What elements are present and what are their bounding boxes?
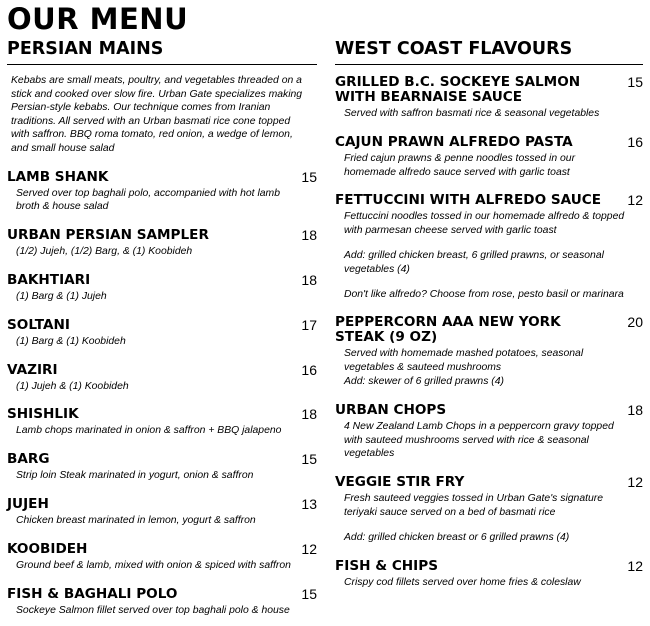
item-price: 12 [627, 557, 643, 574]
item-description: Chicken breast marinated in lemon, yogurt & saffron [16, 514, 256, 526]
item-price: 18 [301, 271, 317, 288]
item-description: Ground beef & lamb, mixed with onion & spiced with saffron [16, 559, 291, 571]
section-intro: Kebabs are small meats, poultry, and vegetables threaded on a stick and cooked over slow fire. Urban Gate specializes making Persian-style kebabs. Our technique comes from Iranian traditions. All served with an Urban basmati rice cone topped with saffron. BBQ roma tomato, red onion, a wedge of lemon, and small house salad [11, 75, 303, 154]
menu-item [335, 559, 643, 590]
menu-item [7, 542, 317, 573]
item-description: (1) Barg & (1) Jujeh [16, 290, 107, 302]
menu-item [335, 475, 643, 544]
menu-item [335, 193, 643, 301]
item-price: 18 [627, 401, 643, 418]
item-name: FISH & CHIPS [335, 557, 438, 574]
menu-item [7, 587, 317, 618]
item-price: 12 [627, 474, 643, 491]
item-name: FISH & BAGHALI POLO [7, 585, 178, 602]
menu-item [7, 228, 317, 259]
item-price: 18 [301, 406, 317, 423]
item-name: BAKHTIARI [7, 271, 91, 288]
item-note: Don't like alfredo? Choose from rose, pesto basil or marinara [344, 288, 624, 300]
item-price: 15 [301, 585, 317, 602]
menu-item [335, 315, 643, 388]
item-add-on-note: Add: grilled chicken breast, 6 grilled prawns, or seasonal vegetables (4) [344, 249, 604, 275]
item-name: URBAN CHOPS [335, 401, 447, 418]
item-name: JUJEH [7, 495, 49, 512]
item-name: BARG [7, 451, 50, 468]
item-name: VEGGIE STIR FRY [335, 474, 465, 491]
item-price: 15 [301, 451, 317, 468]
item-price: 15 [627, 74, 643, 90]
item-description: Served with saffron basmati rice & seasonal vegetables [344, 108, 600, 119]
item-name: CAJUN PRAWN ALFREDO PASTA [335, 133, 573, 150]
item-name: SOLTANI [7, 316, 70, 333]
item-description: Fried cajun prawns & penne noodles tossed in our homemade alfredo sauce served with garlic toast [344, 152, 576, 178]
item-description: Served with homemade mashed potatoes, seasonal vegetables & sauteed mushrooms [344, 348, 584, 374]
item-price: 17 [301, 316, 317, 333]
menu-item [7, 452, 317, 483]
persian-mains-column [7, 38, 317, 617]
item-description: Fettuccini noodles tossed in our homemade alfredo & topped with parmesan cheese served with garlic toast [344, 211, 625, 237]
item-name: FETTUCCINI WITH ALFREDO SAUCE [335, 192, 602, 209]
item-add-on-note: Add: grilled chicken breast or 6 grilled prawns (4) [344, 531, 570, 543]
item-name: PEPPERCORN AAA NEW YORK STEAK (9 OZ) [335, 314, 561, 346]
item-name: LAMB SHANK [7, 168, 109, 185]
menu-item [335, 403, 643, 461]
item-name: SHISHLIK [7, 406, 79, 423]
item-price: 20 [627, 314, 643, 331]
west-coast-column [335, 38, 643, 589]
item-name: KOOBIDEH [7, 540, 88, 557]
item-price: 16 [627, 133, 643, 150]
item-description: (1) Jujeh & (1) Koobideh [16, 380, 129, 392]
item-price: 12 [301, 540, 317, 557]
menu-item [7, 318, 317, 349]
item-name: URBAN PERSIAN SAMPLER [7, 227, 209, 244]
menu-title: OUR MENU [7, 2, 189, 36]
item-price: 12 [627, 192, 643, 209]
item-description: (1) Barg & (1) Koobideh [16, 335, 126, 347]
menu-item [335, 135, 643, 180]
item-price: 13 [301, 495, 317, 512]
section-title-west-coast: WEST COAST FLAVOURS [335, 38, 643, 65]
item-description: Lamb chops marinated in onion & saffron + BBQ jalapeno [16, 425, 282, 437]
menu-item [335, 75, 643, 121]
item-description: Served over top baghali polo, accompanied with hot lamb broth & house salad [16, 187, 280, 213]
item-description: Crispy cod fillets served over home fries & coleslaw [344, 576, 581, 588]
menu-item [7, 407, 317, 438]
menu-item [7, 170, 317, 215]
item-description: 4 New Zealand Lamb Chops in a peppercorn gravy topped with sauteed mushrooms served with rice & seasonal vegetables [344, 420, 614, 460]
item-price: 16 [301, 361, 317, 378]
item-description: Strip loin Steak marinated in yogurt, onion & saffron [16, 470, 254, 482]
item-add-on-note: Add: skewer of 6 grilled prawns (4) [344, 375, 504, 387]
item-description: Sockeye Salmon fillet served over top baghali polo & house [16, 604, 290, 616]
menu-item [7, 273, 317, 304]
menu-item [7, 363, 317, 394]
item-description: (1/2) Jujeh, (1/2) Barg, & (1) Koobideh [16, 246, 193, 258]
item-description: Fresh sauteed veggies tossed in Urban Gate's signature teriyaki sauce served on a bed of basmati rice [344, 493, 604, 518]
section-title-persian-mains: PERSIAN MAINS [7, 38, 317, 65]
item-name: VAZIRI [7, 361, 58, 378]
item-price: 18 [301, 227, 317, 244]
item-price: 15 [301, 168, 317, 185]
item-name: GRILLED B.C. SOCKEYE SALMON WITH BEARNAISE SAUCE [335, 74, 581, 105]
menu-item [7, 497, 317, 528]
